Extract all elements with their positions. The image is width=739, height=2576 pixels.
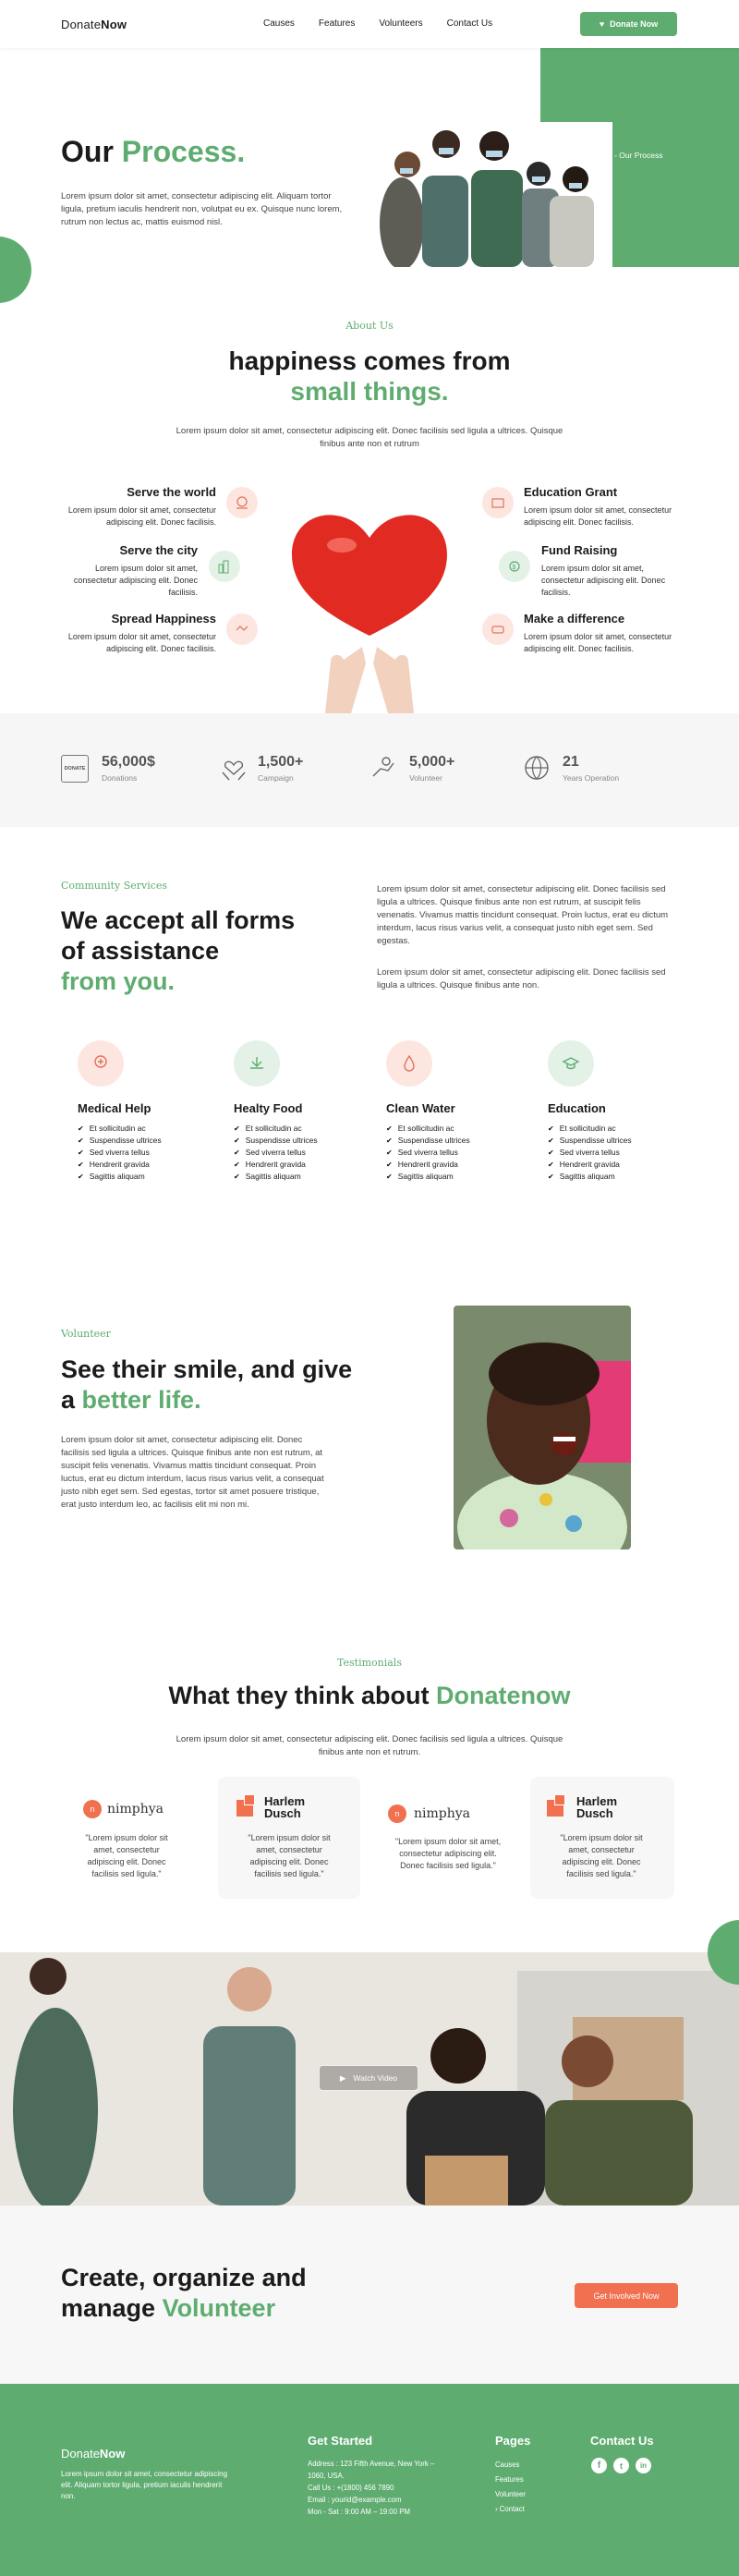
community-text-2: Lorem ipsum dolor sit amet, consectetur adipiscing elit. Donec facilisis sed ligula a ultrices. Quisque finibus ante non.	[377, 967, 666, 990]
harlem-logo-icon	[547, 1794, 571, 1818]
stat-campaign: 1,500+ Campaign	[258, 754, 304, 783]
twitter-icon[interactable]: t	[613, 2458, 629, 2473]
footer-link-volunteer[interactable]: Volunteer	[495, 2490, 526, 2498]
decor-circle	[0, 237, 31, 303]
water-drop-icon	[386, 1040, 432, 1087]
testimonial-card-4	[530, 1777, 674, 1899]
feature-fund-raising: Fund Raising Lorem ipsum dolor sit amet, consectetur adipiscing elit. Donec facilisis.	[541, 543, 666, 597]
testimonial-quote: "Lorem ipsum dolor sit amet, consectetur adipiscing elit. Donec facilisis sed ligula."	[248, 1833, 331, 1878]
globe-icon	[523, 754, 551, 782]
feature-spread-happiness: Spread Happiness Lorem ipsum dolor sit amet, consectetur adipiscing elit. Donec facilisis.	[67, 612, 216, 653]
smiling-child-photo	[454, 1306, 631, 1549]
testimonial-brand: nimphya	[414, 1806, 471, 1821]
globe-hand-icon	[226, 487, 258, 518]
handshake-icon	[226, 614, 258, 645]
breadcrumb: - Our Process	[591, 151, 663, 160]
medical-icon	[78, 1040, 124, 1087]
volunteer-hand-icon	[370, 754, 397, 782]
play-icon: ▶	[339, 2072, 346, 2083]
footer-hours: Mon - Sat : 9:00 AM – 19:00 PM	[308, 2508, 410, 2516]
footer-link-contact[interactable]: › Contact	[495, 2505, 525, 2513]
about-text: Lorem ipsum dolor sit amet, consectetur adipiscing elit. Donec facilisis sed ligula a ultrices. Quisque finibus ante non et rutrum	[176, 426, 563, 449]
footer-contact-title: Contact Us	[590, 2434, 654, 2448]
difference-icon	[482, 614, 514, 645]
harlem-logo-icon	[236, 1794, 260, 1818]
hero-text: Lorem ipsum dolor sit amet, consectetur adipiscing elit. Aliquam tortor ligula, pretium iaculis hendrerit non, volutpat eu ex. Quisque nunc lorem, rutrum non lectus ac, mattis euismod nisl.	[61, 191, 343, 227]
footer-contact-info	[308, 2458, 444, 2518]
testimonials-title: What they think about Donatenow	[168, 1682, 571, 1709]
testimonial-quote: "Lorem ipsum dolor sit amet, consectetur adipiscing elit. Donec facilisis sed ligula."	[85, 1833, 168, 1878]
testimonial-brand: Harlem Dusch	[576, 1794, 618, 1820]
footer-call: Call Us : +(1800) 456 7890	[308, 2484, 394, 2492]
footer-logo[interactable]: DonateNow	[61, 2447, 126, 2461]
community-eyebrow: Community Services	[61, 880, 168, 892]
footer-link-causes[interactable]: Causes	[495, 2461, 520, 2469]
feature-serve-world: Serve the world Lorem ipsum dolor sit amet, consectetur adipiscing elit. Donec facilisis.	[67, 485, 216, 527]
testimonial-card-1	[65, 1777, 188, 1897]
testimonial-brand: Harlem Dusch	[264, 1794, 306, 1820]
nimphya-logo-icon: n	[83, 1800, 102, 1818]
volunteer-eyebrow: Volunteer	[61, 1328, 111, 1340]
nav-link-volunteers[interactable]: Volunteers	[379, 18, 423, 29]
service-education: Education ✔ Et sollicitudin ac ✔ Suspendisse ultrices ✔ Sed viverra tellus ✔ Hendrerit gravida ✔ Sagittis aliquam	[548, 1101, 632, 1183]
service-healty-food: Healty Food ✔ Et sollicitudin ac ✔ Suspendisse ultrices ✔ Sed viverra tellus ✔ Hendrerit gravida ✔ Sagittis aliquam	[234, 1101, 318, 1183]
education-icon	[548, 1040, 594, 1087]
donate-now-button[interactable]: ♥ Donate Now	[580, 12, 677, 36]
nimphya-logo-icon: n	[388, 1804, 406, 1823]
footer-started-title: Get Started	[308, 2434, 373, 2448]
testimonial-card-2	[218, 1777, 360, 1899]
hero-title: Our Process.	[61, 135, 246, 168]
stat-donations: 56,000$ Donations	[102, 754, 155, 783]
testimonial-quote: "Lorem ipsum dolor sit amet, consectetur adipiscing elit. Donec facilisis sed ligula."	[394, 1837, 502, 1870]
footer-pages-list	[495, 2458, 526, 2517]
service-clean-water: Clean Water ✔ Et sollicitudin ac ✔ Suspendisse ultrices ✔ Sed viverra tellus ✔ Hendrerit gravida ✔ Sagittis aliquam	[386, 1101, 470, 1183]
footer-email: Email : yourid@example.com	[308, 2496, 402, 2504]
education-grant-icon	[482, 487, 514, 518]
about-eyebrow: About Us	[345, 320, 394, 332]
volunteer-text: Lorem ipsum dolor sit amet, consectetur adipiscing elit. Donec facilisis sed ligula a ultrices. Quisque finibus ante non est rutrum, at suscipit felis venenatis. Vivamus mattis tincidunt consequat. Proin luctus, erat eu dictum interdum, lacus risus varius velit, a consequat justo nibh eget sem. Sed egestas, tortor sit amet posuere tristique, erat justo interdum leo, ac facilisis elit mi non mi.	[61, 1435, 324, 1510]
service-medical-help: Medical Help ✔ Et sollicitudin ac ✔ Suspendisse ultrices ✔ Sed viverra tellus ✔ Hendrerit gravida ✔ Sagittis aliquam	[78, 1101, 162, 1183]
testimonials-text: Lorem ipsum dolor sit amet, consectetur adipiscing elit. Donec facilisis sed ligula a ultrices. Quisque finibus ante non et rutrum.	[176, 1734, 563, 1757]
feature-education-grant: Education Grant Lorem ipsum dolor sit amet, consectetur adipiscing elit. Donec facilisis.	[524, 485, 672, 527]
fund-raising-icon	[499, 551, 530, 582]
nav-link-features[interactable]: Features	[318, 18, 356, 29]
social-links	[591, 2458, 651, 2473]
community-title: We accept all forms of assistance from you.	[61, 906, 296, 995]
testimonial-quote: "Lorem ipsum dolor sit amet, consectetur adipiscing elit. Donec facilisis sed ligula."	[560, 1833, 643, 1878]
community-text-1: Lorem ipsum dolor sit amet, consectetur adipiscing elit. Donec facilisis sed ligula a ultrices. Quisque finibus ante non est rutrum, at suscipit felis venenatis. Vivamus mattis tincidunt consequat. Proin luctus, erat eu dictum interdum, lacus risus varius velit, a consequat justo nibh eget sem. Sed egestas.	[377, 884, 669, 946]
footer-about: Lorem ipsum dolor sit amet, consectetur adipiscing elit. Aliquam tortor ligula, pretium iaculis hendrerit non.	[61, 2470, 228, 2500]
watch-video-button[interactable]: ▶ Watch Video	[319, 2065, 418, 2091]
linkedin-icon[interactable]: in	[636, 2458, 651, 2473]
donate-box-icon: DONATE	[61, 755, 89, 783]
chevron-right-icon: ›	[495, 2505, 498, 2513]
stat-volunteer: 5,000+ Volunteer	[409, 754, 455, 783]
site-logo[interactable]: DonateNow	[61, 18, 127, 31]
nav-link-causes[interactable]: Causes	[263, 18, 295, 29]
nav-links	[263, 18, 492, 29]
volunteers-group-photo	[374, 122, 612, 267]
testimonials-eyebrow: Testimonials	[337, 1657, 402, 1669]
feature-make-difference: Make a difference Lorem ipsum dolor sit amet, consectetur adipiscing elit. Donec facilisis.	[524, 612, 672, 653]
cta-title: Create, organize and manage Volunteer	[61, 2264, 307, 2322]
footer-pages-title: Pages	[495, 2434, 531, 2448]
testimonial-card-3	[377, 1777, 521, 1897]
city-icon	[209, 551, 240, 582]
footer-address: Address : 123 Fifth Avenue, New York – 1060, USA.	[308, 2460, 435, 2480]
footer-link-features[interactable]: Features	[495, 2475, 524, 2484]
facebook-icon[interactable]: f	[591, 2458, 607, 2473]
volunteer-title: See their smile, and give a better life.	[61, 1355, 353, 1414]
about-title: happiness comes from small things.	[228, 346, 511, 406]
heart-icon: ♥	[599, 19, 605, 29]
food-icon	[234, 1040, 280, 1087]
testimonial-brand: nimphya	[107, 1802, 164, 1817]
feature-serve-city: Serve the city Lorem ipsum dolor sit amet, consectetur adipiscing elit. Donec facilisis.	[73, 543, 198, 597]
heart-balloon-photo	[277, 506, 462, 713]
svg-text:$: $	[512, 565, 516, 571]
nav-link-contact[interactable]: Contact Us	[446, 18, 493, 29]
campaign-hands-icon	[220, 754, 248, 782]
navbar	[0, 0, 739, 48]
stat-years: 21 Years Operation	[563, 754, 620, 783]
get-involved-button[interactable]: Get Involved Now	[575, 2283, 678, 2308]
